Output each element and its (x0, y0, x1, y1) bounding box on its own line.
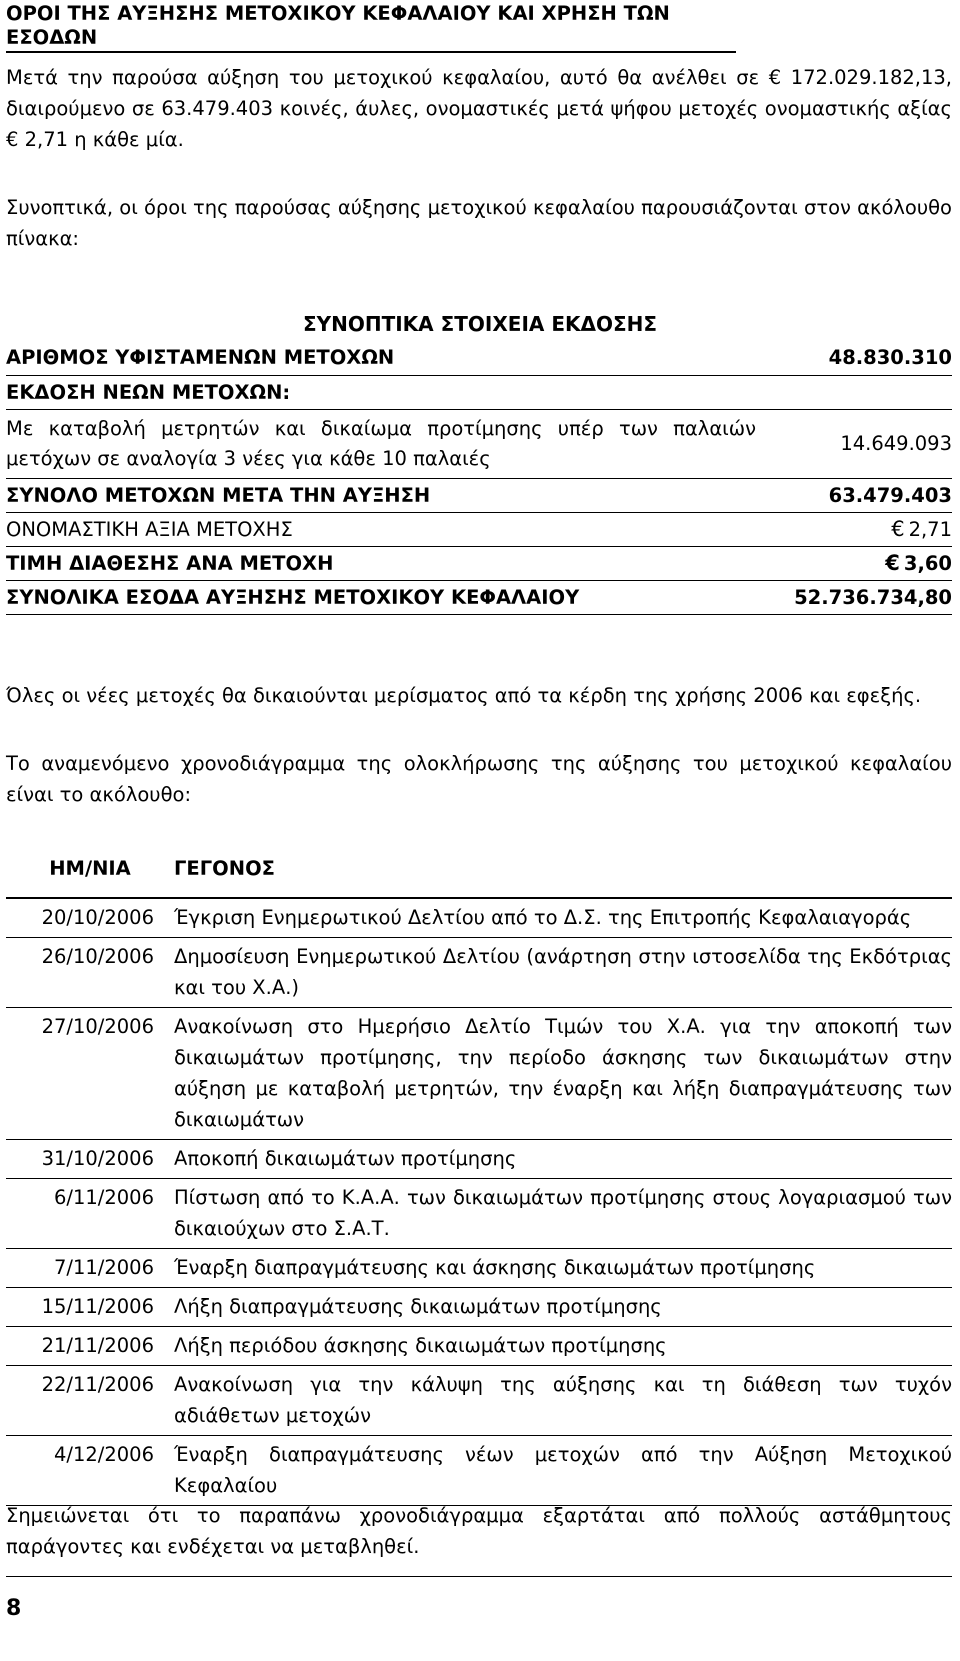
nominal-value-amount: 2,71 (908, 518, 952, 541)
nominal-value-cell (756, 512, 952, 546)
schedule-row (6, 898, 952, 938)
event-column-header: ΓΕΓΟΝΟΣ (174, 857, 275, 880)
summary-row-price (6, 546, 952, 580)
schedule-event: Ανακοίνωση για την κάλυψη της αύξησης και τη διάθεση των τυχόν αδιάθετων μετοχών (174, 1373, 952, 1427)
euro-symbol: € (891, 517, 905, 541)
summary-row-total (6, 478, 952, 512)
summary-row-nominal (6, 512, 952, 546)
schedule-row (6, 1140, 952, 1179)
schedule-date: 31/10/2006 (41, 1147, 154, 1170)
summary-title: ΣΥΝΟΠΤΙΚΑ ΣΤΟΙΧΕΙΑ ΕΚΔΟΣΗΣ (302, 312, 658, 336)
total-shares-value: 63.479.403 (828, 483, 952, 507)
schedule-event: Πίστωση από το Κ.Α.Α. των δικαιωμάτων προτίμησης στους λογαριασμού των δικαιούχων στο Σ.Α.Τ. (174, 1186, 952, 1240)
nominal-value-label: ΟΝΟΜΑΣΤΙΚΗ ΑΞΙΑ ΜΕΤΟΧΗΣ (6, 517, 293, 541)
schedule-date: 21/11/2006 (41, 1334, 154, 1357)
schedule-event: Λήξη περιόδου άσκησης δικαιωμάτων προτίμησης (174, 1334, 667, 1357)
total-shares-label: ΣΥΝΟΛΟ ΜΕΤΟΧΩΝ ΜΕΤΑ ΤΗΝ ΑΥΞΗΣΗ (6, 483, 431, 507)
schedule-date: 4/12/2006 (54, 1443, 154, 1466)
schedule-row (6, 1179, 952, 1249)
schedule-row (6, 1288, 952, 1327)
schedule-table (6, 857, 952, 1506)
schedule-event: Αποκοπή δικαιωμάτων προτίμησης (174, 1147, 517, 1170)
schedule-date: 27/10/2006 (41, 1015, 154, 1038)
new-issue-label: ΕΚΔΟΣΗ ΝΕΩΝ ΜΕΤΟΧΩΝ: (6, 380, 291, 404)
offer-price-amount: 3,60 (903, 552, 952, 575)
offer-price-cell (756, 546, 952, 580)
paragraph-disclaimer: Σημειώνεται ότι το παραπάνω χρονοδιάγραμμα εξαρτάται από πολλούς αστάθμητους παράγοντες και ενδέχεται να μεταβληθεί. (6, 1504, 952, 1558)
page-number: 8 (6, 1596, 22, 1621)
section-heading: ΟΡΟΙ ΤΗΣ ΑΥΞΗΣΗΣ ΜΕΤΟΧΙΚΟΥ ΚΕΦΑΛΑΙΟΥ ΚΑΙ ΧΡΗΣΗ ΤΩΝ ΕΣΟΔΩΝ (6, 2, 736, 53)
schedule-row (6, 938, 952, 1008)
date-column-header: ΗΜ/ΝΙΑ (49, 857, 131, 880)
paragraph-schedule-intro: Το αναμενόμενο χρονοδιάγραμμα της ολοκλήρωσης της αύξησης του μετοχικού κεφαλαίου είναι το ακόλουθο: (6, 752, 952, 806)
proceeds-label: ΣΥΝΟΛΙΚΑ ΕΣΟΔΑ ΑΥΞΗΣΗΣ ΜΕΤΟΧΙΚΟΥ ΚΕΦΑΛΑΙΟΥ (6, 585, 580, 609)
schedule-date: 15/11/2006 (41, 1295, 154, 1318)
schedule-event: Ανακοίνωση στο Ημερήσιο Δελτίο Τιμών του Χ.Α. για την αποκοπή των δικαιωμάτων προτίμησης, την περίοδο άσκησης των δικαιωμάτων στην αύξηση με καταβολή μετρητών, την έναρξη και λήξη διαπραγμάτευσης των δικαιωμάτων (174, 1015, 952, 1131)
schedule-date: 7/11/2006 (54, 1256, 154, 1279)
euro-symbol: € (885, 551, 900, 575)
footer-divider (6, 1576, 952, 1577)
existing-shares-value: 48.830.310 (828, 346, 952, 370)
rights-issue-value: 14.649.093 (840, 432, 952, 455)
schedule-date: 6/11/2006 (54, 1186, 154, 1209)
offer-price-label: ΤΙΜΗ ΔΙΑΘΕΣΗΣ ΑΝΑ ΜΕΤΟΧΗ (6, 551, 334, 575)
schedule-event: Δημοσίευση Ενημερωτικού Δελτίου (ανάρτηση στην ιστοσελίδα της Εκδότριας και του Χ.Α.) (174, 945, 952, 999)
schedule-date: 22/11/2006 (41, 1373, 154, 1396)
schedule-date: 20/10/2006 (41, 906, 154, 929)
schedule-header-row (6, 857, 952, 898)
schedule-row (6, 1249, 952, 1288)
schedule-row (6, 1008, 952, 1140)
summary-row-proceeds (6, 580, 952, 614)
schedule-row (6, 1366, 952, 1436)
schedule-event: Έναρξη διαπραγμάτευσης και άσκησης δικαιωμάτων προτίμησης (174, 1256, 816, 1279)
paragraph-dividend: Όλες οι νέες μετοχές θα δικαιούνται μερίσματος από τα κέρδη της χρήσης 2006 και εφεξής. (6, 684, 922, 707)
proceeds-value: 52.736.734,80 (794, 585, 952, 609)
summary-row-new-issue (6, 375, 952, 409)
schedule-date: 26/10/2006 (41, 945, 154, 968)
summary-row-existing (6, 341, 952, 375)
paragraph-capital-increase: Μετά την παρούσα αύξηση του μετοχικού κεφαλαίου, αυτό θα ανέλθει σε € 172.029.182,13, διαιρούμενο σε 63.479.403 κοινές, άυλες, ονομαστικές μετά ψήφου μετοχές ονομαστικής αξίας € 2,71 η κάθε μία. (6, 66, 952, 151)
existing-shares-label: ΑΡΙΘΜΟΣ ΥΦΙΣΤΑΜΕΝΩΝ ΜΕΤΟΧΩΝ (6, 346, 395, 370)
summary-row-rights (6, 409, 952, 478)
schedule-event: Έναρξη διαπραγμάτευσης νέων μετοχών από την Αύξηση Μετοχικού Κεφαλαίου (174, 1443, 952, 1497)
summary-table (6, 341, 952, 615)
schedule-event: Λήξη διαπραγμάτευσης δικαιωμάτων προτίμησης (174, 1295, 662, 1318)
rights-issue-label: Με καταβολή μετρητών και δικαίωμα προτίμησης υπέρ των παλαιών μετόχων σε αναλογία 3 νέες για κάθε 10 παλαιές (6, 416, 756, 470)
schedule-row (6, 1327, 952, 1366)
schedule-row (6, 1436, 952, 1506)
schedule-event: Έγκριση Ενημερωτικού Δελτίου από το Δ.Σ. της Επιτροπής Κεφαλαιαγοράς (174, 906, 912, 929)
paragraph-summary-intro: Συνοπτικά, οι όροι της παρούσας αύξησης μετοχικού κεφαλαίου παρουσιάζονται στον ακόλουθο πίνακα: (6, 196, 952, 250)
